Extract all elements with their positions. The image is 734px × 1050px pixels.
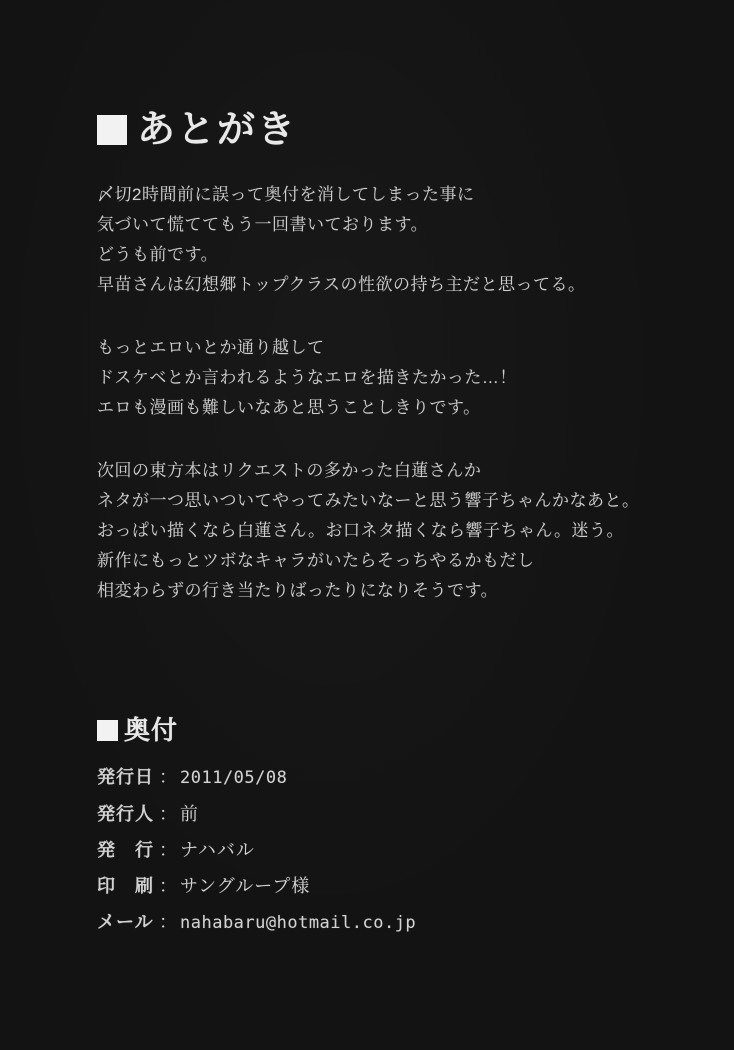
- colophon-separator: ：: [159, 840, 178, 860]
- afterword-line: エロも漫画も難しいなあと思うことしきりです。: [97, 398, 481, 417]
- afterword-section: [97, 106, 704, 606]
- afterword-line: どうも前です。: [97, 245, 219, 264]
- afterword-line: 相変わらずの行き当たりばったりになりそうです。: [97, 581, 499, 600]
- afterword-line: ネタが一つ思いついてやってみたいなーと思う響子ちゃんかなあと。: [97, 491, 640, 510]
- colophon-label: 印 刷: [97, 876, 154, 896]
- square-bullet-icon: [97, 720, 118, 741]
- colophon-separator: ：: [159, 876, 178, 896]
- colophon-label: 発行人: [97, 804, 154, 824]
- afterword-line: 次回の東方本はリクエストの多かった白蓮さんか: [97, 461, 482, 480]
- colophon-value: ナハバル: [180, 840, 255, 860]
- colophon-label: 発行日: [97, 767, 154, 787]
- colophon-separator: ：: [159, 767, 178, 787]
- colophon-row: [97, 796, 704, 832]
- colophon-heading-label: 奥付: [124, 715, 179, 745]
- colophon-row: [97, 759, 704, 796]
- afterword-line: 〆切2時間前に誤って奥付を消してしまった事に: [97, 185, 475, 204]
- colophon-label: メール: [97, 912, 154, 932]
- afterword-line: 早苗さんは幻想郷トップクラスの性欲の持ち主だと思ってる。: [97, 275, 586, 294]
- square-bullet-icon: [97, 115, 127, 145]
- colophon-separator: ：: [159, 804, 178, 824]
- colophon-heading: [97, 713, 704, 747]
- afterword-line: おっぱい描くなら白蓮さん。お口ネタ描くなら響子ちゃん。迷う。: [97, 521, 625, 540]
- afterword-line: ドスケベとか言われるようなエロを描きたかった…！: [97, 368, 517, 387]
- colophon-row: [97, 868, 704, 904]
- colophon-separator: ：: [159, 912, 178, 932]
- colophon-row: [97, 832, 704, 868]
- colophon-section: [97, 713, 704, 941]
- colophon-rows: [97, 759, 704, 941]
- afterword-paragraph: [97, 180, 704, 300]
- page-content: [97, 0, 704, 941]
- colophon-value: 2011/05/08: [180, 768, 288, 788]
- colophon-row: [97, 904, 704, 941]
- colophon-value: 前: [180, 804, 199, 824]
- colophon-value: nahabaru@hotmail.co.jp: [180, 913, 417, 933]
- afterword-line: 気づいて慌ててもう一回書いております。: [97, 215, 429, 234]
- afterword-paragraph: [97, 456, 704, 606]
- afterword-heading: [97, 106, 704, 154]
- colophon-value: サングループ様: [180, 876, 311, 896]
- afterword-heading-label: あとがき: [137, 109, 298, 151]
- afterword-paragraph: [97, 333, 704, 423]
- colophon-label: 発 行: [97, 840, 154, 860]
- afterword-line: 新作にもっとツボなキャラがいたらそっちやるかもだし: [97, 551, 535, 570]
- afterword-line: もっとエロいとか通り越して: [97, 338, 325, 357]
